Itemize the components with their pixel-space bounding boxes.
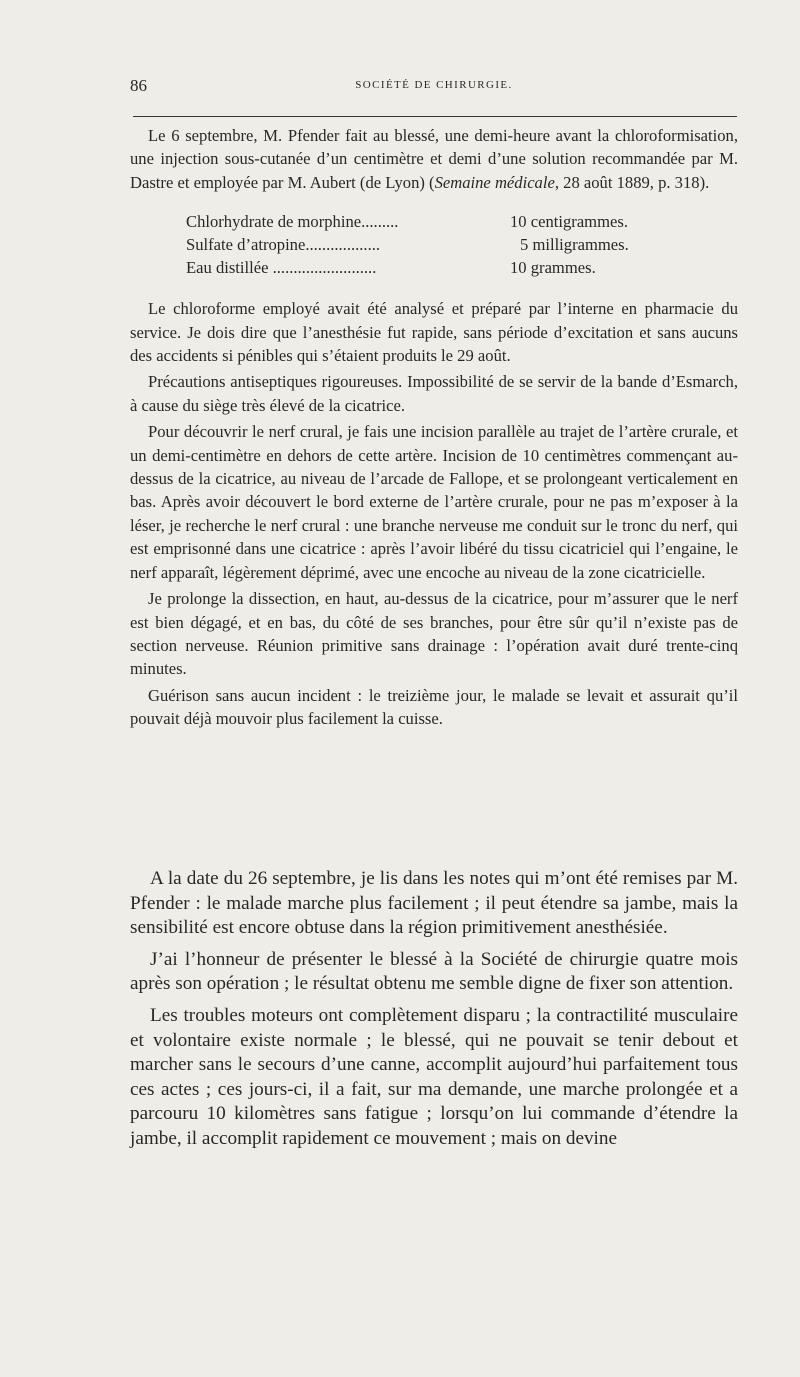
paragraph: Je prolonge la dissection, en haut, au-dessus de la cicatrice, pour m’assurer que le nerf est bien dégagé, et en bas, du côté de ses branches, pour être sûr qu’il n’existe pas de section nerveuse. Réunion primitive sans drainage : l’opération avait duré trente-cinq minutes. [130, 589, 738, 679]
paragraph: Les troubles moteurs ont complètement disparu ; la contractilité musculaire et volontaire existe normale ; le blessé, qui ne pouvait se tenir debout et marcher sans le secours d’une canne, accomplit aujourd’hui parfaitement tous ces actes ; ces jours-ci, il a fait, sur ma demande, une marche prolongée et a parcouru 10 kilomètres sans fatigue ; lorsqu’on lui commande d’étendre la jambe, il accomplit rapidement ce mouvement ; mais on devine [130, 1004, 738, 1149]
paragraph-text: , 28 août 1889, p. 318). [554, 172, 710, 192]
prescription-row [186, 210, 686, 233]
page-number: 86 [130, 76, 147, 95]
paragraph-injection [130, 124, 738, 194]
ingredient: Chlorhydrate de morphine......... [186, 212, 399, 232]
quantity: 5 milligrammes. [520, 235, 629, 255]
quantity: 10 centigrammes. [510, 212, 628, 232]
paragraph: J’ai l’honneur de présenter le blessé à la Société de chirurgie quatre mois après son opération ; le résultat obtenu me semble digne de fixer son attention. [130, 948, 738, 995]
header-rule [133, 116, 737, 117]
ingredient: Sulfate d’atropine.................. [186, 235, 381, 255]
prescription-row [186, 233, 686, 256]
ingredient: Eau distillée ......................... [186, 258, 377, 278]
page-header [130, 76, 738, 102]
paragraph: Le chloroforme employé avait été analysé et préparé par l’interne en pharmacie du service. Je dois dire que l’anesthésie fut rapide, sans période d’excitation et sans aucuns des accidents si pénibles qui s’étaient produits le 29 août. [130, 299, 738, 366]
paragraph: Précautions antiseptiques rigoureuses. Impossibilité de se servir de la bande d’Esmarch, à cause du siège très élevé de la cicatrice. [130, 372, 738, 415]
running-head: SOCIÉTÉ DE CHIRURGIE. [355, 79, 513, 91]
journal-title: Semaine médicale [434, 172, 555, 192]
paragraph: Guérison sans aucun incident : le treizième jour, le malade se levait et assurait qu’il pouvait déjà mouvoir plus facilement la cuisse. [130, 685, 738, 729]
prescription-table [186, 210, 686, 279]
small-text-block [130, 124, 738, 731]
prescription-row [186, 256, 686, 279]
paragraph: Pour découvrir le nerf crural, je fais une incision parallèle au trajet de l’artère crurale, et un demi-centimètre en dehors de cette artère. Incision de 10 centimètres commençant au-dessus de la cicatrice, au niveau de l’arcade de Fallope, et se prolongeant verticalement en bas. Après avoir découvert le bord externe de l’artère crurale, pour ne pas m’exposer à la léser, je recherche le nerf crural : une branche nerveuse me conduit sur le tronc du nerf, qui est emprisonné dans une cicatrice : après l’avoir libéré du tissu cicatriciel qui l’engaine, le nerf apparaît, légèrement déprimé, avec une encoche au niveau de la zone cicatricielle. [130, 422, 738, 582]
large-text-block [130, 867, 738, 1152]
quantity: 10 grammes. [510, 258, 596, 278]
paragraph-text: Le 6 septembre, M. Pfender fait au blessé, une demi-heure avant la chloroformisation, une injection sous-cutanée d’un centimètre et demi d’une solution recommandée par M. Dastre et employée par M. Aubert (de Lyon) ( [130, 126, 738, 192]
paragraph: A la date du 26 septembre, je lis dans les notes qui m’ont été remises par M. Pfender : le malade marche plus facilement ; il peut étendre sa jambe, mais la sensibilité est encore obtuse dans la région primitivement anesthésiée. [130, 868, 738, 939]
